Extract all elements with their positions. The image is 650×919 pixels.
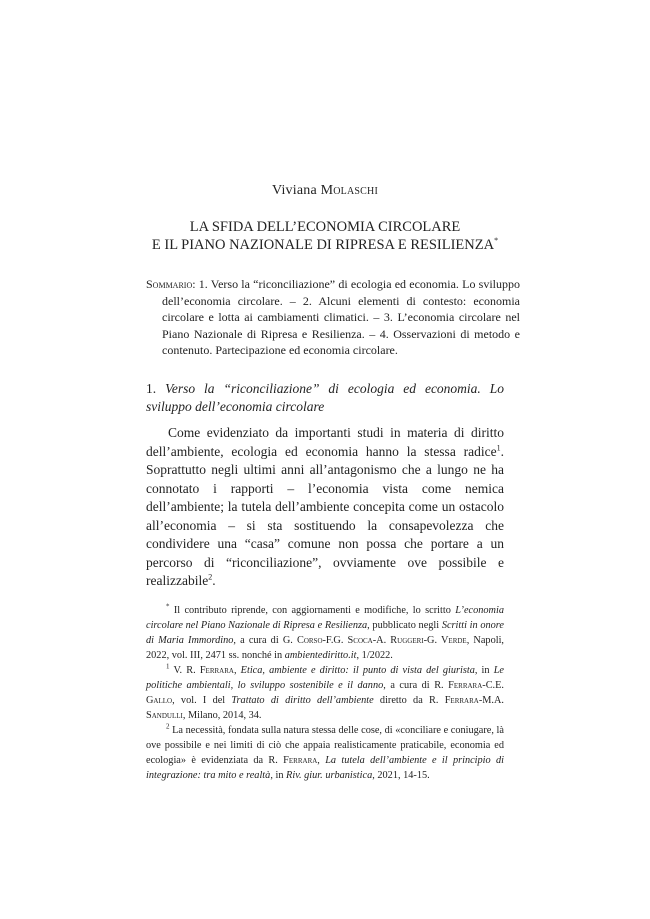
title-line-1: LA SFIDA DELL’ECONOMIA CIRCOLARE <box>189 219 461 235</box>
body-text-3: . <box>212 573 216 588</box>
note-italic: La tutela dell’ambiente e il principio di integrazione: tra mito e realtà <box>146 755 505 781</box>
body-text-2: . Soprattutto negli ultimi anni all’antagonismo che a lungo ne ha connotato i rapporti – l’economia vista come nemica dell’ambiente; la tutela dell’ambiente concepita come un ostacolo all’economia – si sta sostituendo la consapevolezza che condividere una “casa” comune non possa che portare a un percorso di “riconciliazione”, ovviamente ove possibile e realizzabile <box>146 443 504 588</box>
note-author: R. Ferrara <box>186 665 234 676</box>
note-author: R. Ferrara <box>268 755 318 766</box>
note-italic: Riv. giur. urbanistica <box>286 770 373 781</box>
body-text-1: Come evidenziato da importanti studi in materia di diritto dell’ambiente, ecologia ed economia hanno la stessa radice <box>146 425 504 459</box>
summary-text: : 1. Verso la “riconciliazione” di ecologia ed economia. Lo sviluppo dell’economia circolare. – 2. Alcuni elementi di contesto: economia circolare e lotta ai cambiamenti climatici. – 3. L’economia circolare nel Piano Nazionale di Ripresa e Resilienza. – 4. Osservazioni di metodo e contenuto. Partecipazione ed economia circolare. <box>162 277 520 357</box>
note-text: La necessità, fondata sulla natura stessa delle cose, di «conciliare e coniugare, là ove possibile e nei limiti di ciò che appaia realisticamente praticabile, economia ed ecologia» è evidenziata da <box>146 725 504 766</box>
title-line-2 <box>0 236 650 254</box>
note-text: diretto da <box>373 695 430 706</box>
note-text: , 1/2022. <box>356 650 393 661</box>
footnote-ref-1[interactable]: 1 <box>496 443 501 452</box>
note-text: V. <box>173 665 187 676</box>
note-text: , <box>233 665 241 676</box>
summary <box>146 276 520 359</box>
note-text: , 2021, 14-15. <box>372 770 430 781</box>
note-italic: Trattato di diritto dell’ambiente <box>231 695 374 706</box>
title-footnote-marker[interactable]: * <box>494 236 499 246</box>
author-last: Molaschi <box>320 183 378 198</box>
author-first: Viviana <box>272 183 317 198</box>
note-italic: Le politiche ambientali, lo sviluppo sostenibile e il danno <box>146 665 505 691</box>
author-name <box>0 183 650 199</box>
note-text: , a cura di <box>383 680 435 691</box>
footnote-marker: * <box>166 602 170 611</box>
note-text: , vol. I del <box>172 695 232 706</box>
note-text: , <box>317 755 326 766</box>
note-text: , a cura di <box>233 635 283 646</box>
footnote-2 <box>146 723 504 783</box>
article-title <box>0 218 650 254</box>
title-line-2-text: E IL PIANO NAZIONALE DI RIPRESA E RESILIENZA <box>151 237 495 253</box>
note-italic: ambientediritto.it <box>284 650 357 661</box>
footnote-1 <box>146 663 504 723</box>
note-italic: Scritti in onore di Maria Immordino <box>146 620 504 646</box>
note-text: , Milano, 2014, 34. <box>182 710 262 721</box>
note-text: , pubblicato negli <box>367 620 442 631</box>
note-text: , in <box>270 770 287 781</box>
note-text: Il contributo riprende, con aggiornamenti e modifiche, lo scritto <box>173 605 456 616</box>
note-text: , Napoli, 2022, vol. III, 2471 ss. nonché in <box>146 635 505 661</box>
note-author: G. Corso-F.G. Scoca-A. Ruggeri-G. Verde <box>282 635 467 646</box>
footnotes <box>146 603 504 783</box>
footnote-marker: 2 <box>166 722 170 731</box>
footnote-star <box>146 603 504 663</box>
note-author: R. Ferrara-C.E. Gallo <box>146 680 505 706</box>
body-paragraph <box>146 424 504 591</box>
note-italic: Etica, ambiente e diritto: il punto di vista del giurista <box>240 665 475 676</box>
note-text: , in <box>474 665 494 676</box>
section-number: 1. <box>146 381 157 396</box>
section-heading <box>146 380 504 416</box>
footnote-marker: 1 <box>166 662 170 671</box>
footnote-ref-2[interactable]: 2 <box>208 572 213 582</box>
section-title: Verso la “riconciliazione” di ecologia ed economia. Lo sviluppo dell’economia circolare <box>146 381 505 414</box>
note-author: R. Ferrara-M.A. Sandulli <box>146 695 504 721</box>
note-italic: L’economia circolare nel Piano Nazionale di Ripresa e Resilienza <box>146 605 504 631</box>
summary-label: Sommario <box>146 277 193 291</box>
